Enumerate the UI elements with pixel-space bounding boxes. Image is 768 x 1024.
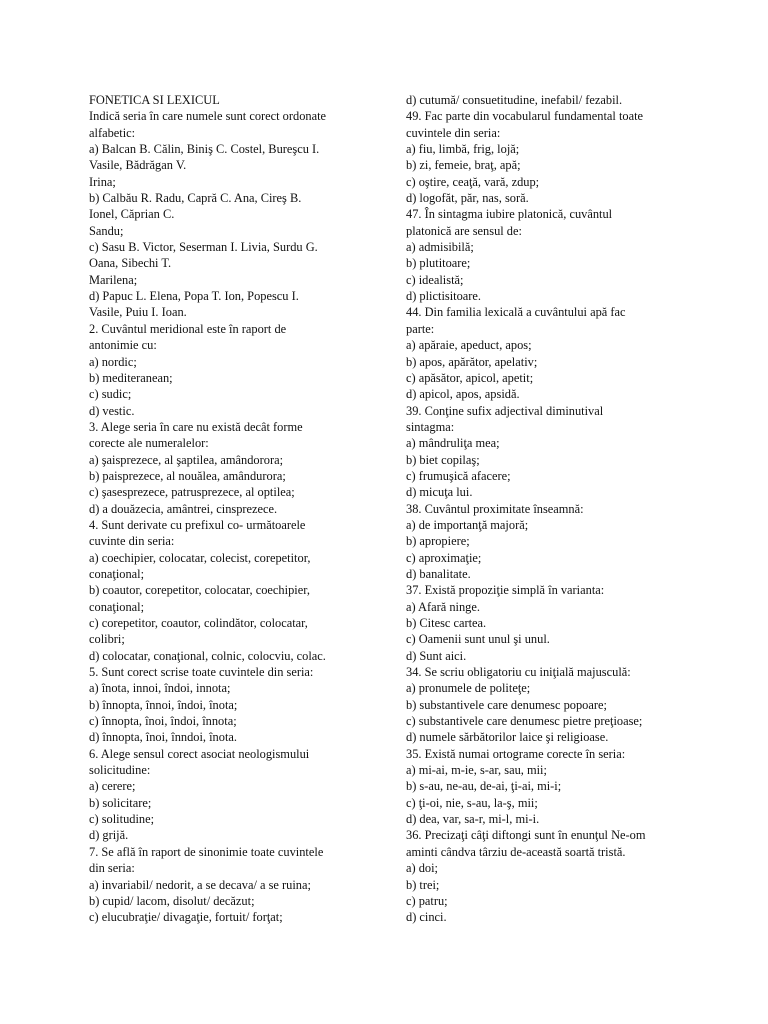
right-column-line: a) admisibilă; <box>406 240 474 255</box>
left-column-line: 4. Sunt derivate cu prefixul co- următoarele <box>89 517 306 532</box>
right-column-line: 37. Există propoziţie simplă în varianta: <box>406 583 605 598</box>
left-column-line: 7. Se află în raport de sinonimie toate cuvintele <box>89 844 324 859</box>
left-column-line: colibri; <box>89 632 125 647</box>
right-column-line: b) apropiere; <box>406 534 470 549</box>
right-column-line: c) ţi-oi, nie, s-au, la-ş, mii; <box>406 795 538 810</box>
left-column-line: alfabetic: <box>89 125 136 140</box>
right-column-line: b) biet copilaş; <box>406 452 480 467</box>
left-column-line: c) elucubraţie/ divagaţie, fortuit/ forţat; <box>89 910 283 925</box>
left-column-line: b) coautor, corepetitor, colocatar, coechipier, <box>89 583 310 598</box>
right-column-line: b) trei; <box>406 877 440 892</box>
right-column-line: c) aproximaţie; <box>406 550 482 565</box>
right-column-line: c) idealistă; <box>406 272 464 287</box>
right-column-line: c) patru; <box>406 893 448 908</box>
right-column-line: a) mândruliţa mea; <box>406 436 500 451</box>
right-column-line: sintagma: <box>406 419 455 434</box>
left-column-line: 3. Alege seria în care nu există decât forme <box>89 419 303 434</box>
left-column-line: b) înnopta, înnoi, îndoi, înota; <box>89 697 238 712</box>
right-column-line: b) s-au, ne-au, de-ai, ţi-ai, mi-i; <box>406 779 562 794</box>
left-column-line: c) Sasu B. Victor, Seserman I. Livia, Surdu G. <box>89 240 318 255</box>
right-column-line: d) logofăt, păr, nas, soră. <box>406 191 529 206</box>
left-column-line: FONETICA SI LEXICUL <box>89 93 220 107</box>
left-column-line: b) Calbău R. Radu, Capră C. Ana, Cireş B. <box>89 191 302 206</box>
right-column-line: a) fiu, limbă, frig, lojă; <box>406 142 520 157</box>
right-column-line: 35. Există numai ortograme corecte în seria: <box>406 746 626 761</box>
right-column-line: cuvintele din seria: <box>406 125 501 140</box>
right-column-line: b) Citesc cartea. <box>406 616 487 630</box>
right-column-line: b) plutitoare; <box>406 256 471 271</box>
right-text-column <box>406 92 681 926</box>
right-column-line: c) Oamenii sunt unul şi unul. <box>406 632 550 647</box>
left-column-line: Vasile, Puiu I. Ioan. <box>89 305 187 320</box>
left-column-line: Vasile, Bădrăgan V. <box>89 158 187 173</box>
right-column-line: parte: <box>406 321 435 336</box>
left-column-line: d) vestic. <box>89 403 135 418</box>
right-column-line: platonică are sensul de: <box>406 223 522 238</box>
left-column-line: Ionel, Căprian C. <box>89 207 175 222</box>
right-column-line: d) cutumă/ consuetitudine, inefabil/ fezabil. <box>406 93 623 107</box>
right-column-line: a) pronumele de politeţe; <box>406 681 531 696</box>
left-column-line: c) sudic; <box>89 387 132 402</box>
right-column-line: d) cinci. <box>406 910 447 925</box>
left-column-line: a) invariabil/ nedorit, a se decava/ a se ruina; <box>89 877 311 892</box>
left-column-line: d) grijă. <box>89 828 129 843</box>
left-column-line: corecte ale numeralelor: <box>89 436 209 451</box>
left-column-line: conaţional; <box>89 599 145 614</box>
left-column-line: Indică seria în care numele sunt corect ordonate <box>89 109 327 124</box>
right-column-line: d) plictisitoare. <box>406 289 482 304</box>
right-column-line: d) numele sărbătorilor laice şi religioase. <box>406 730 609 745</box>
left-text-column <box>89 92 367 926</box>
left-column-line: c) corepetitor, coautor, colindător, colocatar, <box>89 616 308 630</box>
right-column-line: a) apăraie, apeduct, apos; <box>406 338 532 353</box>
left-column-line: cuvinte din seria: <box>89 534 175 549</box>
left-column-line: Sandu; <box>89 223 124 238</box>
left-column-line: b) paisprezece, al nouălea, amândurora; <box>89 468 286 483</box>
left-column-line: b) mediteranean; <box>89 370 173 385</box>
left-column-line: a) cerere; <box>89 779 136 794</box>
left-column-line: c) înnopta, înoi, îndoi, înnota; <box>89 714 237 729</box>
left-column-line: a) coechipier, colocatar, colecist, corepetitor, <box>89 550 311 565</box>
right-column-line: 39. Conţine sufix adjectival diminutival <box>406 403 604 418</box>
left-column-line: b) solicitare; <box>89 795 152 810</box>
left-column-line: b) cupid/ lacom, disolut/ decăzut; <box>89 893 255 908</box>
left-column-line: 5. Sunt corect scrise toate cuvintele din seria: <box>89 665 314 680</box>
right-column-line: d) Sunt aici. <box>406 648 467 663</box>
left-column-line: 6. Alege sensul corect asociat neologismului <box>89 746 310 761</box>
right-column-line: d) dea, var, sa-r, mi-l, mi-i. <box>406 812 540 827</box>
right-column-line: b) zi, femeie, braţ, apă; <box>406 158 521 173</box>
right-column-line: c) oştire, ceaţă, vară, zdup; <box>406 174 540 189</box>
left-column-line: conaţional; <box>89 566 145 581</box>
left-column-line: din seria: <box>89 861 135 876</box>
right-column-line: d) banalitate. <box>406 566 471 581</box>
right-column-line: b) substantivele care denumesc popoare; <box>406 697 607 712</box>
right-column-line: a) Afară ninge. <box>406 599 480 614</box>
right-column-line: b) apos, apărător, apelativ; <box>406 354 538 369</box>
right-column-line: 49. Fac parte din vocabularul fundamental toate <box>406 109 644 124</box>
left-column-line: a) Balcan B. Călin, Biniş C. Costel, Bureşcu I. <box>89 142 320 157</box>
left-column-line: 2. Cuvântul meridional este în raport de <box>89 321 287 336</box>
right-column-line: c) substantivele care denumesc pietre preţioase; <box>406 714 643 729</box>
left-column-line: antonimie cu: <box>89 338 157 353</box>
left-column-line: d) înnopta, înoi, înndoi, înota. <box>89 730 237 745</box>
left-column-line: solicitudine: <box>89 763 151 778</box>
right-column-line: 36. Precizaţi câţi diftongi sunt în enunţul Ne-om <box>406 828 646 843</box>
left-column-line: d) Papuc L. Elena, Popa T. Ion, Popescu I. <box>89 289 299 304</box>
right-column-line: d) micuţa lui. <box>406 485 473 500</box>
left-column-line: a) înota, innoi, îndoi, innota; <box>89 681 231 696</box>
right-column-line: c) apăsător, apicol, apetit; <box>406 370 534 385</box>
right-column-line: a) mi-ai, m-ie, s-ar, sau, mii; <box>406 763 547 778</box>
left-column-line: a) şaisprezece, al şaptilea, amândorora; <box>89 452 284 467</box>
right-column-line: a) doi; <box>406 861 438 876</box>
right-column-line: a) de importanţă majoră; <box>406 517 529 532</box>
right-column-line: aminti cândva târziu de-această soartă tristă. <box>406 844 626 859</box>
left-column-line: Marilena; <box>89 272 138 287</box>
right-column-line: 44. Din familia lexicală a cuvântului apă fac <box>406 305 626 320</box>
left-column-line: c) şasesprezece, patrusprezece, al optilea; <box>89 485 295 500</box>
left-column-line: d) colocatar, conaţional, colnic, colocviu, colac. <box>89 648 326 663</box>
right-column-line: 38. Cuvântul proximitate înseamnă: <box>406 501 584 516</box>
left-column-line: c) solitudine; <box>89 812 155 827</box>
right-column-line: 47. În sintagma iubire platonică, cuvântul <box>406 207 613 222</box>
left-column-line: a) nordic; <box>89 354 137 369</box>
right-column-line: 34. Se scriu obligatoriu cu iniţială majusculă: <box>406 665 631 680</box>
left-column-line: d) a douăzecia, amântrei, cinsprezece. <box>89 501 278 516</box>
left-column-line: Oana, Sibechi T. <box>89 256 172 271</box>
right-column-line: c) frumuşică afacere; <box>406 468 511 483</box>
right-column-line: d) apicol, apos, apsidă. <box>406 387 520 402</box>
left-column-line: Irina; <box>89 174 116 189</box>
